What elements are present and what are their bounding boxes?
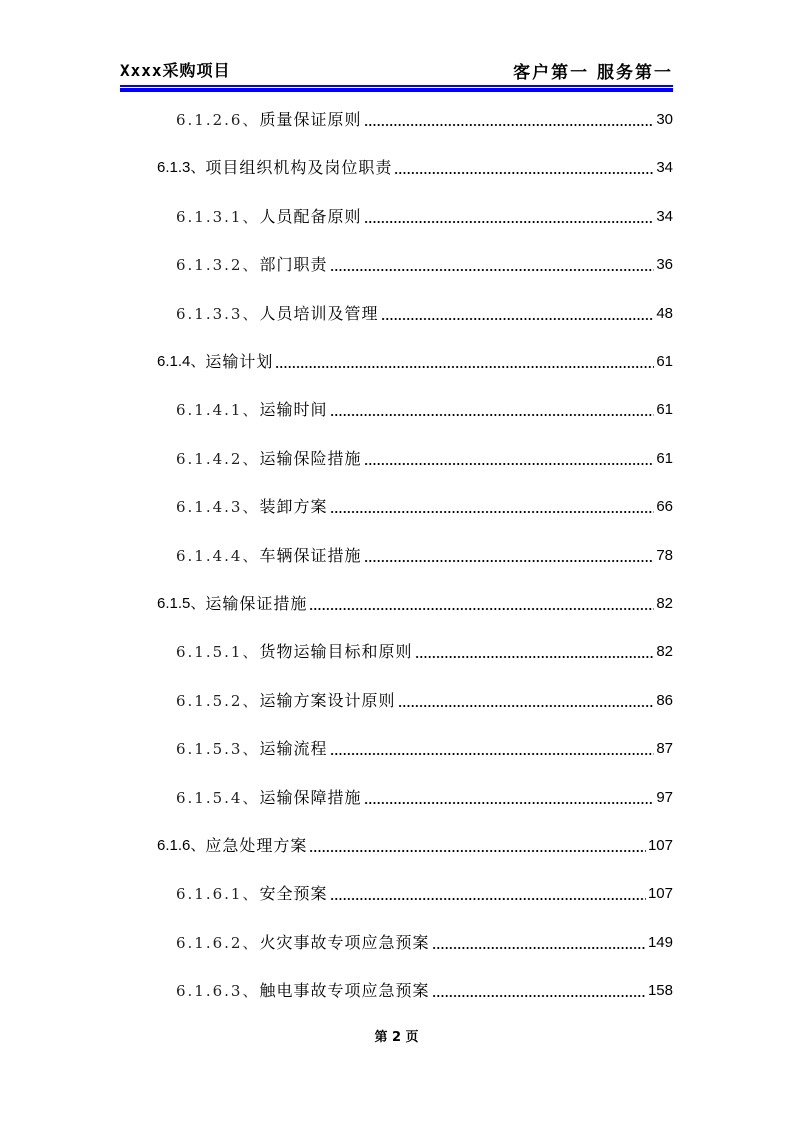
dot-leader xyxy=(275,355,654,369)
toc-entry[interactable] xyxy=(176,638,673,662)
toc-entry-title: 人员配备原则 xyxy=(259,206,362,226)
toc-entry-number: 6.1.5.1、 xyxy=(176,643,260,662)
toc-entry-number: 6.1.2.6、 xyxy=(176,111,260,129)
toc-entry-number: 6.1.5.2、 xyxy=(176,691,260,710)
header-rule-thick xyxy=(120,88,673,92)
toc-entry-title: 部门职责 xyxy=(259,255,328,275)
toc-entry[interactable] xyxy=(176,735,673,759)
dot-leader xyxy=(381,307,655,321)
toc-entry-number: 6.1.6.2、 xyxy=(176,933,260,952)
toc-entry-number: 6.1.6、 xyxy=(157,837,206,854)
toc-entry-title: 运输流程 xyxy=(259,739,328,759)
toc-entry-title: 安全预案 xyxy=(259,884,328,904)
dot-leader xyxy=(398,694,655,708)
dot-leader xyxy=(415,645,655,659)
toc-entry-page: 87 xyxy=(656,740,673,758)
toc-entry[interactable] xyxy=(176,880,673,904)
toc-entry-page: 66 xyxy=(656,498,673,516)
toc-entry-number: 6.1.4.4、 xyxy=(176,546,260,565)
toc-entry-number: 6.1.5、 xyxy=(157,595,206,612)
toc-entry-page: 61 xyxy=(656,449,673,467)
toc-entry-title: 运输保证措施 xyxy=(205,594,308,613)
toc-entry-title: 装卸方案 xyxy=(259,497,328,517)
dot-leader xyxy=(309,597,654,611)
dot-leader xyxy=(364,113,655,127)
toc-entry-number: 6.1.5.4、 xyxy=(176,788,260,807)
toc-entry[interactable] xyxy=(176,251,673,275)
toc-entry-page: 86 xyxy=(656,691,673,709)
toc-entry[interactable] xyxy=(176,396,673,420)
toc-entry-number: 6.1.6.1、 xyxy=(176,885,260,904)
toc-entry-title: 运输方案设计原则 xyxy=(259,690,396,710)
toc-entry-number: 6.1.6.3、 xyxy=(176,982,260,1001)
header-slogan: 客户第一 服务第一 xyxy=(513,63,673,83)
toc-entry-number: 6.1.3、 xyxy=(157,159,206,177)
toc-entry-number: 6.1.4.1、 xyxy=(176,401,260,420)
dot-leader xyxy=(330,403,655,417)
toc-entry-number: 6.1.3.3、 xyxy=(176,304,260,323)
toc-entry[interactable] xyxy=(176,493,673,517)
toc-entry[interactable] xyxy=(176,977,673,1001)
toc-entry-title: 人员培训及管理 xyxy=(259,303,379,323)
dot-leader xyxy=(309,839,646,853)
toc-entry[interactable] xyxy=(176,929,673,953)
toc-entry-page: 82 xyxy=(656,643,673,661)
toc-entry-page: 82 xyxy=(656,595,673,612)
toc-entry[interactable] xyxy=(157,154,673,178)
dot-leader xyxy=(364,549,655,563)
dot-leader xyxy=(364,791,655,805)
toc-entry[interactable] xyxy=(176,106,673,130)
dot-leader xyxy=(330,500,655,514)
dot-leader xyxy=(364,452,655,466)
toc-entry-page: 34 xyxy=(656,207,673,225)
toc-entry-number: 6.1.3.2、 xyxy=(176,256,260,275)
toc-entry[interactable] xyxy=(176,445,673,469)
dot-leader xyxy=(394,161,654,175)
toc-entry-number: 6.1.4.3、 xyxy=(176,498,260,517)
toc-entry-title: 触电事故专项应急预案 xyxy=(259,981,430,1001)
dot-leader xyxy=(330,887,646,901)
toc-entry-number: 6.1.4、 xyxy=(157,353,206,370)
toc-entry-page: 61 xyxy=(656,401,673,419)
toc-entry-page: 107 xyxy=(647,837,673,854)
toc-entry-title: 运输时间 xyxy=(259,400,328,420)
toc-entry[interactable] xyxy=(176,300,673,324)
toc-entry-title: 车辆保证措施 xyxy=(259,545,362,565)
toc-entry[interactable] xyxy=(157,590,673,614)
page-header xyxy=(120,56,673,82)
toc-entry[interactable] xyxy=(157,832,673,856)
dot-leader xyxy=(330,742,655,756)
toc-entry[interactable] xyxy=(176,203,673,227)
toc-entry-page: 149 xyxy=(647,933,673,951)
dot-leader xyxy=(432,936,646,950)
toc-entry-number: 6.1.5.3、 xyxy=(176,740,260,759)
dot-leader xyxy=(330,258,655,272)
toc-entry-page: 34 xyxy=(656,159,673,177)
toc-entry-title: 运输计划 xyxy=(205,352,274,371)
project-title: Xxxx采购项目 xyxy=(120,61,231,80)
toc-entry-page: 107 xyxy=(647,885,673,903)
toc-entry-title: 货物运输目标和原则 xyxy=(259,642,413,662)
dot-leader xyxy=(432,984,646,998)
toc-entry-page: 158 xyxy=(647,982,673,1000)
toc-entry-title: 应急处理方案 xyxy=(205,836,308,855)
toc-entry-title: 项目组织机构及岗位职责 xyxy=(205,158,393,178)
toc-entry-title: 运输保障措施 xyxy=(259,787,362,807)
toc-entry-page: 36 xyxy=(656,256,673,274)
toc-entry-page: 97 xyxy=(656,788,673,806)
toc-entry-page: 30 xyxy=(656,111,673,128)
page-number: 第 2 页 xyxy=(374,1030,419,1045)
toc-entry-title: 火灾事故专项应急预案 xyxy=(259,932,430,952)
toc-entry[interactable] xyxy=(176,542,673,566)
toc-entry-page: 78 xyxy=(656,546,673,564)
toc-entry-number: 6.1.4.2、 xyxy=(176,449,260,468)
dot-leader xyxy=(364,210,655,224)
toc-entry-title: 运输保险措施 xyxy=(259,448,362,468)
toc-entry[interactable] xyxy=(157,348,673,372)
toc-entry-title: 质量保证原则 xyxy=(259,110,362,129)
toc-entry[interactable] xyxy=(176,687,673,711)
header-rule-thin xyxy=(120,85,673,87)
toc-entry[interactable] xyxy=(176,784,673,808)
toc-entry-page: 48 xyxy=(656,304,673,322)
toc-entry-page: 61 xyxy=(656,353,673,370)
toc-entry-number: 6.1.3.1、 xyxy=(176,207,260,226)
